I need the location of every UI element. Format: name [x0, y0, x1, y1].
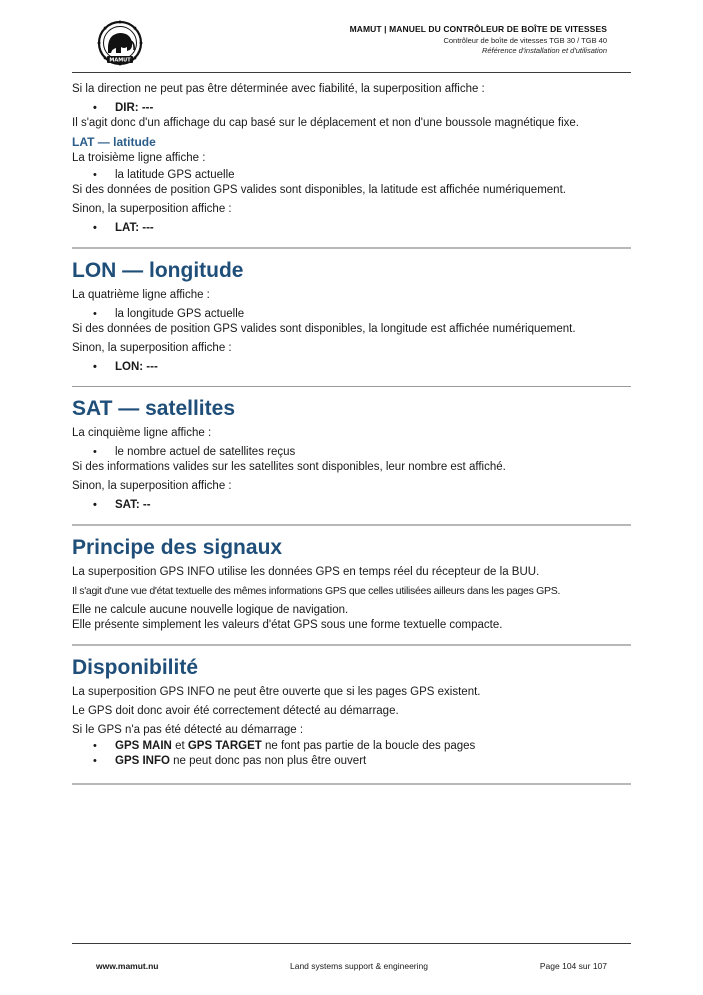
lat-paragraph: Si des données de position GPS valides sont disponibles, la latitude est affichée numériquement.: [72, 184, 566, 196]
sat-list: [72, 445, 631, 460]
section-divider: [72, 644, 631, 646]
availability-heading: Disponibilité: [72, 656, 198, 679]
list-item: • SAT: --: [115, 498, 631, 513]
list-item: • GPS INFO ne peut donc pas non plus être ouvert: [115, 754, 631, 769]
lon-list: [72, 360, 631, 375]
sat-list: [72, 498, 631, 513]
lat-heading: LAT — latitude: [72, 135, 156, 149]
sat-heading: SAT — satellites: [72, 397, 235, 420]
sat-paragraph: Sinon, la superposition affiche :: [72, 480, 232, 492]
lat-paragraph: Sinon, la superposition affiche :: [72, 203, 232, 215]
page-number: Page 104 sur 107: [539, 961, 607, 971]
page-content: [72, 82, 631, 795]
lat-paragraph: La troisième ligne affiche :: [72, 152, 206, 164]
list-item: • LAT: ---: [115, 221, 631, 236]
list-item: • GPS MAIN et GPS TARGET ne font pas partie de la boucle des pages: [115, 739, 631, 754]
intro-paragraph: Si la direction ne peut pas être déterminée avec fiabilité, la superposition affiche :: [72, 83, 485, 95]
lat-list: [72, 221, 631, 236]
lat-list: [72, 168, 631, 183]
footer-website-link[interactable]: www.mamut.nu: [96, 961, 159, 971]
footer-tagline: Land systems support & engineering: [290, 961, 428, 971]
document-title: MAMUT | MANUEL DU CONTRÔLEUR DE BOÎTE DE VITESSES: [349, 24, 607, 34]
page-header: [72, 14, 631, 73]
sat-paragraph: La cinquième ligne affiche :: [72, 427, 212, 439]
availability-paragraph: Si le GPS n'a pas été détecté au démarrage :: [72, 724, 304, 736]
list-item: • le nombre actuel de satellites reçus: [115, 445, 631, 460]
section-divider: [72, 247, 631, 249]
section-divider: [72, 386, 631, 387]
document-subtitle: Contrôleur de boîte de vitesses TGB 30 / TGB 40: [443, 36, 607, 45]
list-item: • la latitude GPS actuelle: [115, 168, 631, 183]
signals-heading: Principe des signaux: [72, 536, 283, 559]
section-divider: [72, 524, 631, 526]
list-item: • LON: ---: [115, 360, 631, 375]
list-item: • la longitude GPS actuelle: [115, 307, 631, 322]
dir-list: [72, 101, 631, 116]
signals-paragraph: Elle ne calcule aucune nouvelle logique de navigation.: [72, 604, 349, 616]
signals-paragraph: La superposition GPS INFO utilise les données GPS en temps réel du récepteur de la BUU.: [72, 566, 540, 578]
signals-paragraph: Il s'agit d'une vue d'état textuelle des mêmes informations GPS que celles utilisées ailleurs dans les pages GPS.: [72, 585, 561, 597]
lon-paragraph: Si des données de position GPS valides sont disponibles, la longitude est affichée numériquement.: [72, 323, 576, 335]
lon-paragraph: La quatrième ligne affiche :: [72, 289, 210, 301]
lon-paragraph: Sinon, la superposition affiche :: [72, 342, 232, 354]
sat-paragraph: Si des informations valides sur les satellites sont disponibles, leur nombre est affiché.: [72, 461, 506, 473]
intro-paragraph: Il s'agit donc d'un affichage du cap basé sur le déplacement et non d'une boussole magnétique fixe.: [72, 117, 579, 129]
mamut-logo: [94, 20, 146, 68]
svg-text:MAMUT: MAMUT: [109, 57, 131, 64]
section-divider: [72, 783, 631, 785]
availability-list: [72, 739, 631, 769]
page-footer: [72, 943, 631, 971]
lon-list: [72, 307, 631, 322]
list-item: • DIR: ---: [115, 101, 631, 116]
document-reference: Référence d'installation et d'utilisation: [481, 46, 607, 55]
availability-paragraph: La superposition GPS INFO ne peut être ouverte que si les pages GPS existent.: [72, 686, 481, 698]
availability-paragraph: Le GPS doit donc avoir été correctement détecté au démarrage.: [72, 705, 399, 717]
lon-heading: LON — longitude: [72, 259, 244, 282]
signals-paragraph: Elle présente simplement les valeurs d'état GPS sous une forme textuelle compacte.: [72, 619, 503, 631]
